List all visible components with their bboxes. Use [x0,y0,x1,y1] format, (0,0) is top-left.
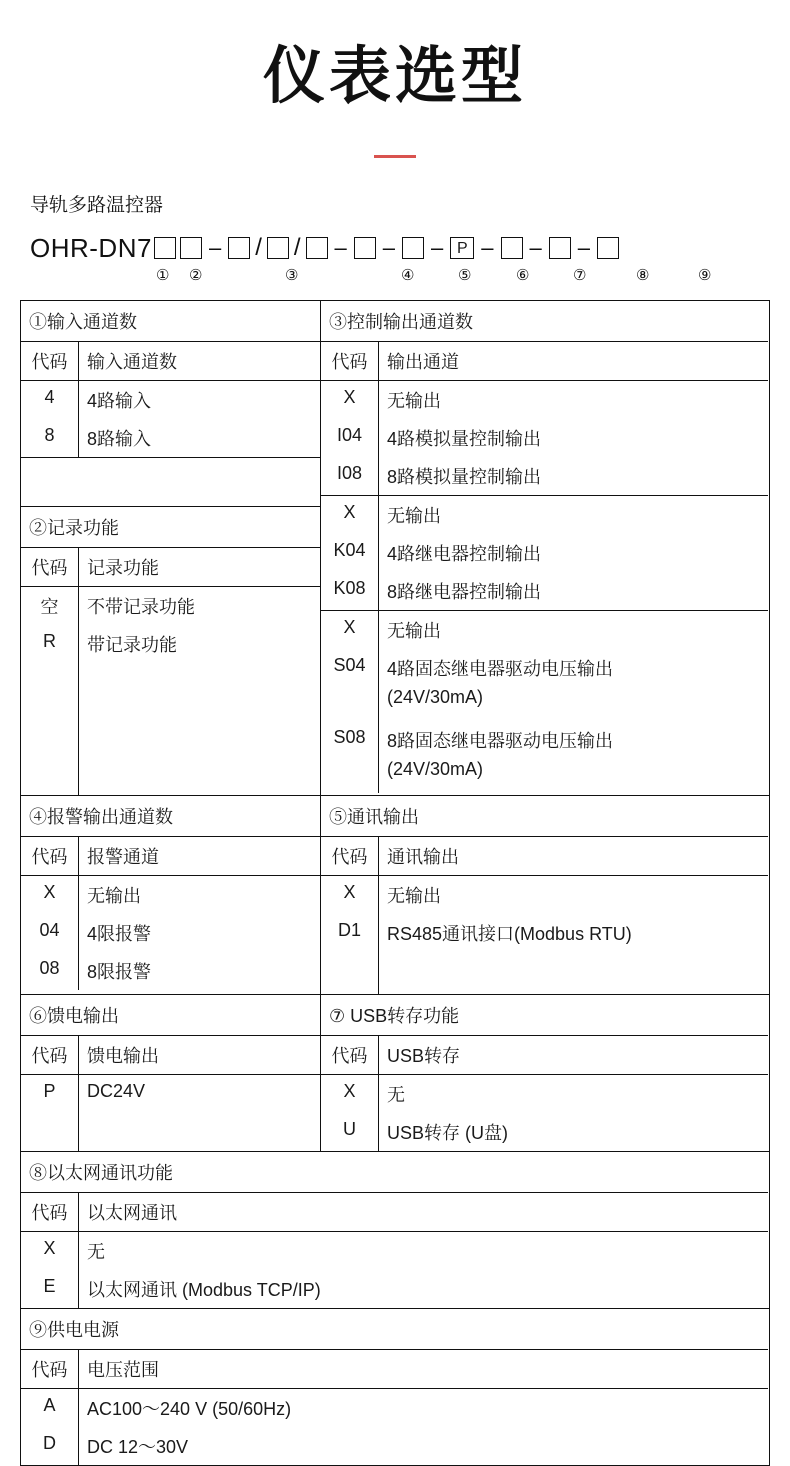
option-desc-secondary: (24V/30mA) [387,687,484,707]
option-code: X [321,611,379,649]
option-code: 8 [21,419,79,457]
col-desc-label-5: 通讯输出 [387,847,459,867]
option-row [321,572,768,611]
option-row [321,914,768,994]
option-code: X [321,876,379,914]
option-desc: 无输出 [387,391,441,411]
option-desc-group [379,721,768,793]
option-row [321,534,768,572]
right-column-group-5 [321,796,768,994]
option-row [21,876,320,914]
col-desc-label-4: 报警通道 [87,847,159,867]
code-box-3b [267,237,289,259]
option-desc: RS485通讯接口(Modbus RTU) [387,924,632,944]
title-divider [374,155,416,158]
right-column-group-7 [321,995,768,1151]
option-row [321,876,768,914]
option-desc: AC100～240 V (50/60Hz) [87,1399,292,1419]
section-header-4: ④报警输出通道数 [21,796,320,837]
col-desc-label-9: 电压范围 [87,1360,159,1380]
column-header-row-9 [21,1350,768,1389]
page-title: 仪表选型 [262,42,527,111]
column-header-row-4 [21,837,320,876]
table-row [21,796,769,995]
option-code: E [21,1270,79,1308]
option-desc: USB转存 (U盘) [387,1123,508,1143]
full-column-group-9 [21,1309,768,1465]
code-dash-2: – [334,235,347,260]
code-box-4 [354,237,376,259]
option-code: X [321,1075,379,1113]
option-row [21,587,320,625]
option-code: I08 [321,457,379,495]
code-slash-1: / [255,234,262,261]
col-desc-label-1: 输入通道数 [87,352,177,372]
option-row [21,1427,768,1465]
table-row [21,995,769,1152]
column-header-row-8 [21,1193,768,1232]
option-row [21,381,320,419]
column-header-row-1 [21,342,320,381]
code-box-6: P [450,237,474,259]
section-header-9: ⑨供电电源 [21,1309,768,1350]
code-dash-4: – [431,235,444,260]
code-box-7 [501,237,523,259]
marker-1: ① [156,267,170,284]
section-header-8: ⑧以太网通讯功能 [21,1152,768,1193]
col-desc-label-7: USB转存 [387,1046,461,1066]
col-code-label-6: 代码 [21,1036,79,1074]
code-dash-1: – [208,235,222,260]
code-dash-6: – [529,235,542,260]
column-header-row-5 [321,837,768,876]
option-desc: 无 [387,1085,405,1105]
option-desc: 4路模拟量控制输出 [387,429,542,449]
code-dash-5: – [481,235,494,260]
option-row [321,721,768,793]
option-code: 4 [21,381,79,419]
option-desc: 以太网通讯 (Modbus TCP/IP) [87,1280,321,1300]
marker-4: ④ [401,267,415,284]
option-code: 08 [21,952,79,990]
option-row [321,1113,768,1151]
option-code: R [21,625,79,795]
code-box-2 [180,237,202,259]
product-subtitle: 导轨多路温控器 [30,195,164,216]
model-marker-row [30,266,790,288]
option-code: 空 [21,587,79,625]
option-row [321,381,768,419]
option-row [21,625,320,795]
col-desc-label-8: 以太网通讯 [87,1203,177,1223]
col-code-label-5: 代码 [321,837,379,875]
option-code: P [21,1075,79,1151]
col-code-label-3: 代码 [321,342,379,380]
right-column-group-3 [321,301,768,795]
code-box-9 [597,237,619,259]
option-code: X [321,381,379,419]
option-code: 04 [21,914,79,952]
section-header-3: ③控制输出通道数 [321,301,768,342]
marker-2: ② [189,267,203,284]
option-row [21,914,320,952]
option-row [21,419,320,458]
option-row [321,1075,768,1113]
col-code-label-4: 代码 [21,837,79,875]
option-code: D1 [321,914,379,994]
option-code: X [21,876,79,914]
table-row [21,301,769,796]
column-header-row-7 [321,1036,768,1075]
option-desc: 8限报警 [87,962,152,982]
table-row [21,1152,769,1309]
option-row [21,952,320,990]
option-desc: 4路固态继电器驱动电压输出 [387,659,614,679]
model-prefix: OHR-DN7 [30,232,152,263]
option-desc: 4路输入 [87,391,152,411]
option-code: K04 [321,534,379,572]
option-row [21,1075,320,1151]
col-desc-label-6: 馈电输出 [87,1046,159,1066]
code-slash-2: / [293,234,301,261]
option-desc-secondary: (24V/30mA) [387,759,484,779]
option-row [321,457,768,496]
option-row [321,496,768,534]
option-row [321,649,768,721]
col-code-label-2: 代码 [21,548,79,586]
specification-tables [20,300,770,1466]
spacer-block [21,458,320,507]
code-dash-3: – [382,235,396,260]
full-column-group-8 [21,1152,768,1308]
code-box-5 [402,237,424,259]
option-desc: 无输出 [387,506,441,526]
section-header-7: ⑦ USB转存功能 [321,995,768,1036]
option-row [21,1232,768,1270]
option-desc: 4路继电器控制输出 [387,544,542,564]
option-row [21,1389,768,1427]
option-desc: 无输出 [87,886,141,906]
option-code: A [21,1389,79,1427]
column-header-row-2 [21,548,320,587]
option-desc: 8路继电器控制输出 [387,582,542,602]
option-desc: 无输出 [387,621,441,641]
code-box-8 [549,237,571,259]
marker-8: ⑧ [636,267,650,284]
column-header-row-6 [21,1036,320,1075]
option-desc: DC24V [87,1081,146,1101]
code-box-3 [228,237,250,259]
option-desc: 8路模拟量控制输出 [387,467,542,487]
option-row [21,1270,768,1308]
option-code: D [21,1427,79,1465]
option-desc: 8路固态继电器驱动电压输出 [387,731,614,751]
section-header-1: ①输入通道数 [21,301,320,342]
option-code: S04 [321,649,379,721]
option-desc: 不带记录功能 [87,597,195,617]
marker-9: ⑨ [698,267,712,284]
table-row [21,1309,769,1466]
marker-5: ⑤ [458,267,472,284]
section-header-5: ⑤通讯输出 [321,796,768,837]
option-desc-group [379,649,768,721]
option-code: U [321,1113,379,1151]
option-code: I04 [321,419,379,457]
col-desc-label-2: 记录功能 [87,558,159,578]
option-desc: 带记录功能 [87,635,177,655]
option-desc: 4限报警 [87,924,152,944]
code-dash-7: – [577,235,591,260]
code-box-1 [154,237,176,259]
marker-7: ⑦ [573,267,587,284]
marker-6: ⑥ [516,267,530,284]
left-column-group-4 [21,796,321,994]
option-desc: 8路输入 [87,429,152,449]
option-desc: DC 12～30V [87,1437,189,1457]
option-desc: 无输出 [387,886,441,906]
col-code-label-8: 代码 [21,1193,79,1231]
option-row [321,611,768,649]
col-code-label-1: 代码 [21,342,79,380]
code-box-3c [306,237,328,259]
option-code: K08 [321,572,379,610]
left-column-group-6 [21,995,321,1151]
option-row [321,419,768,457]
option-code: S08 [321,721,379,793]
col-code-label-9: 代码 [21,1350,79,1388]
marker-3: ③ [285,267,299,284]
model-code-line [30,231,790,265]
section-header-6: ⑥馈电输出 [21,995,320,1036]
option-code: X [321,496,379,534]
option-desc: 无 [87,1242,105,1262]
left-column-group-1 [21,301,321,795]
col-desc-label-3: 输出通道 [387,352,459,372]
column-header-row-3 [321,342,768,381]
option-code: X [21,1232,79,1270]
col-code-label-7: 代码 [321,1036,379,1074]
section-header-2: ②记录功能 [21,507,320,548]
